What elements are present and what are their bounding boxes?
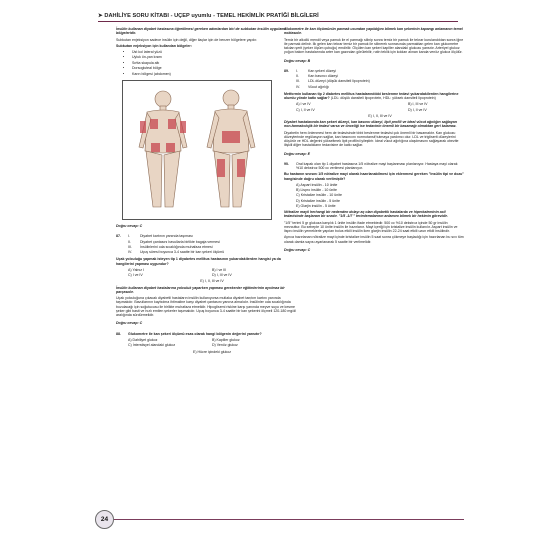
right-column xyxy=(284,27,464,258)
question-89 xyxy=(284,69,464,90)
back-view-figure xyxy=(139,91,187,207)
answer-options xyxy=(128,268,296,278)
option-d: D) I, II ve IV xyxy=(408,107,427,112)
body-illustration xyxy=(123,81,273,221)
roman-item: II. Kan basıncı düzeyi xyxy=(296,74,338,78)
explanation-text: Uçak yolculuğuna çıkacak diyabetli hastaların insülin kullanıyorsa mutlaka diyabet tanıtım kartını yanında taşımalıdır. Bavullarının kaybolma ihtimaline karşı diyabet çantasını yanına almalıdır. İnsülinler oda sıcaklığında bozulacağı için soğutucusu ile birlikte muhafaza etmelidir. Hipoglisemi riskine karşı yanında meyve suyu ve kesme şeker gibi basit ve hızlı emilen şekerler taşımalıdır. Uçuş boyunca 3-4 saatte bir kan şekerini ölçmeli 120-180 mg/dl aralığında sürdürmelidir. xyxy=(116,296,296,318)
roman-item: II. Diyabet çantasını bavullarla birlikte bagaja vermesi xyxy=(128,239,220,244)
roman-item: IV. Uçuş süresi boyunca 3-4 saatte bir kan şekeri ölçümü xyxy=(128,250,225,254)
header-arrow-icon: ➤ xyxy=(98,13,103,19)
option-d: D) I, III ve IV xyxy=(212,273,232,278)
answer-options xyxy=(296,102,464,112)
intro-text: Subkutan enjeksiyon sadece insülin için değil, diğer ilaçlar için de benzer bölgelere yapılır. xyxy=(116,37,258,42)
explanation-bold: Diyabet hastalarında kan şekeri düzeyi, kan basıncı düzeyi, lipit profili ve ideal vücut ağırlığın sağlayan non-farmakolojik bir tedavi varsa ve önceliği ise tedavinin önemli bir basamağı olmaktan geri kalamaz. xyxy=(284,120,457,129)
question-88 xyxy=(116,332,296,336)
option-b: B) I, III ve IV xyxy=(408,102,428,107)
intro-bold: İnsülin kullanan diyabet hastasına öğretilmesi gereken adımlardan biri de subkutan insülin uygulama bölgeleridir. xyxy=(116,27,287,36)
option-c: C) İnterstisyel alandaki glukoz xyxy=(128,343,176,348)
question-number: 89. xyxy=(284,68,289,73)
option-c: C) I, II ve IV xyxy=(296,107,315,112)
regions-list xyxy=(116,50,296,76)
list-item: • Sırtta skapula altı xyxy=(132,61,296,65)
answer-options xyxy=(296,183,464,208)
header-title: DAHİLİYE SORU KİTABI - UÇEP uyumlu - TEMEL HEKİMLİK PRATİĞİ BİLGİLERİ xyxy=(104,13,319,19)
question-number: 88. xyxy=(116,331,121,336)
answer-88: Doğru cevap: B xyxy=(284,58,311,63)
option-e: E) Hücre içindeki glukoz xyxy=(192,349,232,354)
question-stem-note: (LDL: düşük dansiteli lipoprotein, HDL: yüksek dansiteli lipoprotein) xyxy=(330,96,436,100)
explanation-text: Diyabetin hem önlenmesi hem de tedavisinde tıbbi beslenme tedavisi çok önemli bir basamaktır. Kan glukozu düzeylerinde regülasyon sağlar, kan basıncını normotansif tutmaya yardımcı olur. LDL ve trigliserit düzeylerini düşürür ve HDL değerini yükseltmek lipit profilini iyileştirir. İdeal vücut ağırlığına ulaşılmasını sağlayarak obezite ilişkili diğer hastalıkların tedavisine de katkı sağlar. xyxy=(284,130,459,148)
explanation-bold: Glukometre ile kan ölçümünün parmak ucundan yapıldığını bilmek kan şekerinin kapangı anlamanın temel noktasıdır. xyxy=(284,27,463,36)
answer-options xyxy=(128,338,296,348)
answer-89: Doğru cevap: E xyxy=(284,151,311,156)
option-e: E) I, II, III ve IV xyxy=(200,279,224,284)
option-b: B) Kapiller glukoz xyxy=(212,337,240,342)
left-column xyxy=(116,27,296,356)
question-stem: Uçak yolculuğu yapmak isteyen tip 1 diyabetes mellitus hastasının yukarıdakilerden hangisi ya da hangilerini yapması uygundur? xyxy=(116,257,281,266)
option-b: B) I ve III xyxy=(212,267,227,272)
roman-item: I. Diyabet kartının yanında taşıması xyxy=(128,234,193,239)
list-item: • Uyluk ön-yan kısmı xyxy=(132,55,296,59)
header-rule xyxy=(98,21,458,22)
footer-rule xyxy=(114,519,464,520)
answer-90: Doğru cevap: C xyxy=(284,247,311,252)
explanation-bold: İnsülin kullanan diyabet hastalarına yolculuk yaparken yapması gerekenler eğitimlerinin ayrılmaz bir parçasıdır. xyxy=(116,285,285,294)
option-c: C) I ve IV xyxy=(128,273,143,278)
list-item: • Üst kol lateral yüzü xyxy=(132,50,296,54)
option-b: B) Lispro insülin - 10 ünite xyxy=(296,188,338,193)
question-stem: Glukometre ile kan şekeri ölçümü esas olarak hangi bölgenin değerini yansıtır? xyxy=(128,331,262,336)
option-d: D) Venöz glukoz xyxy=(212,343,238,348)
option-a: A) Yalnız I xyxy=(128,267,145,272)
question-stem: Bu hastanın sıvısını 1/5 nötralize mayi olarak hazırlanabilmesi için eklenmesi gereken "insülin tipi ve dozu" hangisinde doğru olarak verilmiştir? xyxy=(284,172,464,181)
question-intro: Oral kapak olan tip 1 diyabet hastasına 1/5 nötralize mayi başlanması planlanıyor. Hastaya mayi olarak %10 dekstroz 500 cc verilmesi planlanıyor. xyxy=(296,161,458,171)
question-90 xyxy=(284,162,464,171)
list-item: • Karın bölgesi (abdomen) xyxy=(132,72,296,76)
explanation-bold: Nötralize mayii herhangi bir nedenden dolayı aç olan diyabetik hastalarda ve hiperkaleminin acil tedavisinde başlanan bir sıvıdır. "1/5 -1/7 " terimlemalarının anlamını bilmek bir hekimin görevidir. xyxy=(284,210,448,219)
question-stem: Metformin kullanan tip 2 diabetes mellitus hastalarındıbbi beslenme tedavi yukarıdakilerden hangilerine olumlu yönde katkı sağlar? (LDL: düşük dansiteli lipoprotein, HDL: yüksek dansiteli lipoprotein) xyxy=(284,91,459,100)
regions-title: Subkutan enjeksiyon için kullanılan bölgeler: xyxy=(116,43,192,48)
roman-item: III. İnsülinlerini oda sıcaklığında muhafaza etmesi xyxy=(128,244,213,249)
question-number: 87. xyxy=(116,234,121,239)
answer-87: Doğru cevap: C xyxy=(116,321,143,326)
question-number: 90. xyxy=(284,161,289,166)
option-e: E) Glarjin insülin - 5 ünite xyxy=(296,203,336,208)
explanation-text: Temiz bir alkollü mendil veya pamuk ile el parmağı silinip sonra temiz bir pamuk ile tekrar kurulandıktan sonra iğne ile parmak delinir. İlk gelen kan tekrar temiz bir pamuk ile silinerek sonrasında parmaktan gelen kan glukometre takılan şerit (şeker ölçüm çubuğu) emdirilir. Ölçülen kan şekeri kapiller alandaki glukozu yansıtır. Arteriyel glukoz yoğun bakım hastalarında arter kan gazından görülebilir, rutin teklik için koldan alınan kanda venöz glukoz ölçülür. xyxy=(284,37,464,55)
injection-sites-figure xyxy=(122,80,272,220)
option-a: A) Dahiliyet glukoz xyxy=(128,337,158,342)
option-a: A) Aspart insülin - 10 ünite xyxy=(296,182,338,187)
running-header xyxy=(98,13,458,19)
page-number: 24 xyxy=(95,510,114,529)
answer-86: Doğru cevap: C xyxy=(116,224,143,228)
roman-item: I. Kan şekeri düzeyi xyxy=(296,68,336,73)
list-item: • Dorsogluteal bölge xyxy=(132,66,296,70)
explanation-text: Ayrıca hazırlanan nötralize mayi içinde kristalize insülin 5 saat sonra çökmeye başladığı için hazırlanan bu sıvı tüm olarak damla sayısı ayarlanarak 5 saatte bir verilmelidir. xyxy=(284,235,464,244)
question-87 xyxy=(116,234,296,255)
explanation-text: "1/5" terimi 5 gr glukoza karşılık 1 ünite insülin ifade etmektedir. 500 cc %10 dekstroz içinde 50 gr insülin mevcuttur. Bu sebeple 10 ünite insülin ile hazırlanır. Mayi içeriği için kristalize insülin kullanılır. Aspart insülin ve lispro insülin yemeklerle yapılan bolus etkili insülin iken glarjin insülin 22-24 saat etkili uzun etkili insülindir. xyxy=(284,220,458,234)
roman-item: III. LDL düzeyi (düşük dansiteli lipoprotein) xyxy=(296,79,370,84)
option-c: C) Kristalize insülin - 10 ünite xyxy=(296,193,342,198)
front-view-figure xyxy=(207,90,255,207)
roman-item: IV. Vücut ağırlığı xyxy=(296,84,329,89)
option-e: E) I, II, III ve IV xyxy=(368,113,392,118)
option-d: D) Kristalize insülin - 5 ünite xyxy=(296,198,340,203)
option-a: A) I ve IV xyxy=(296,102,311,107)
